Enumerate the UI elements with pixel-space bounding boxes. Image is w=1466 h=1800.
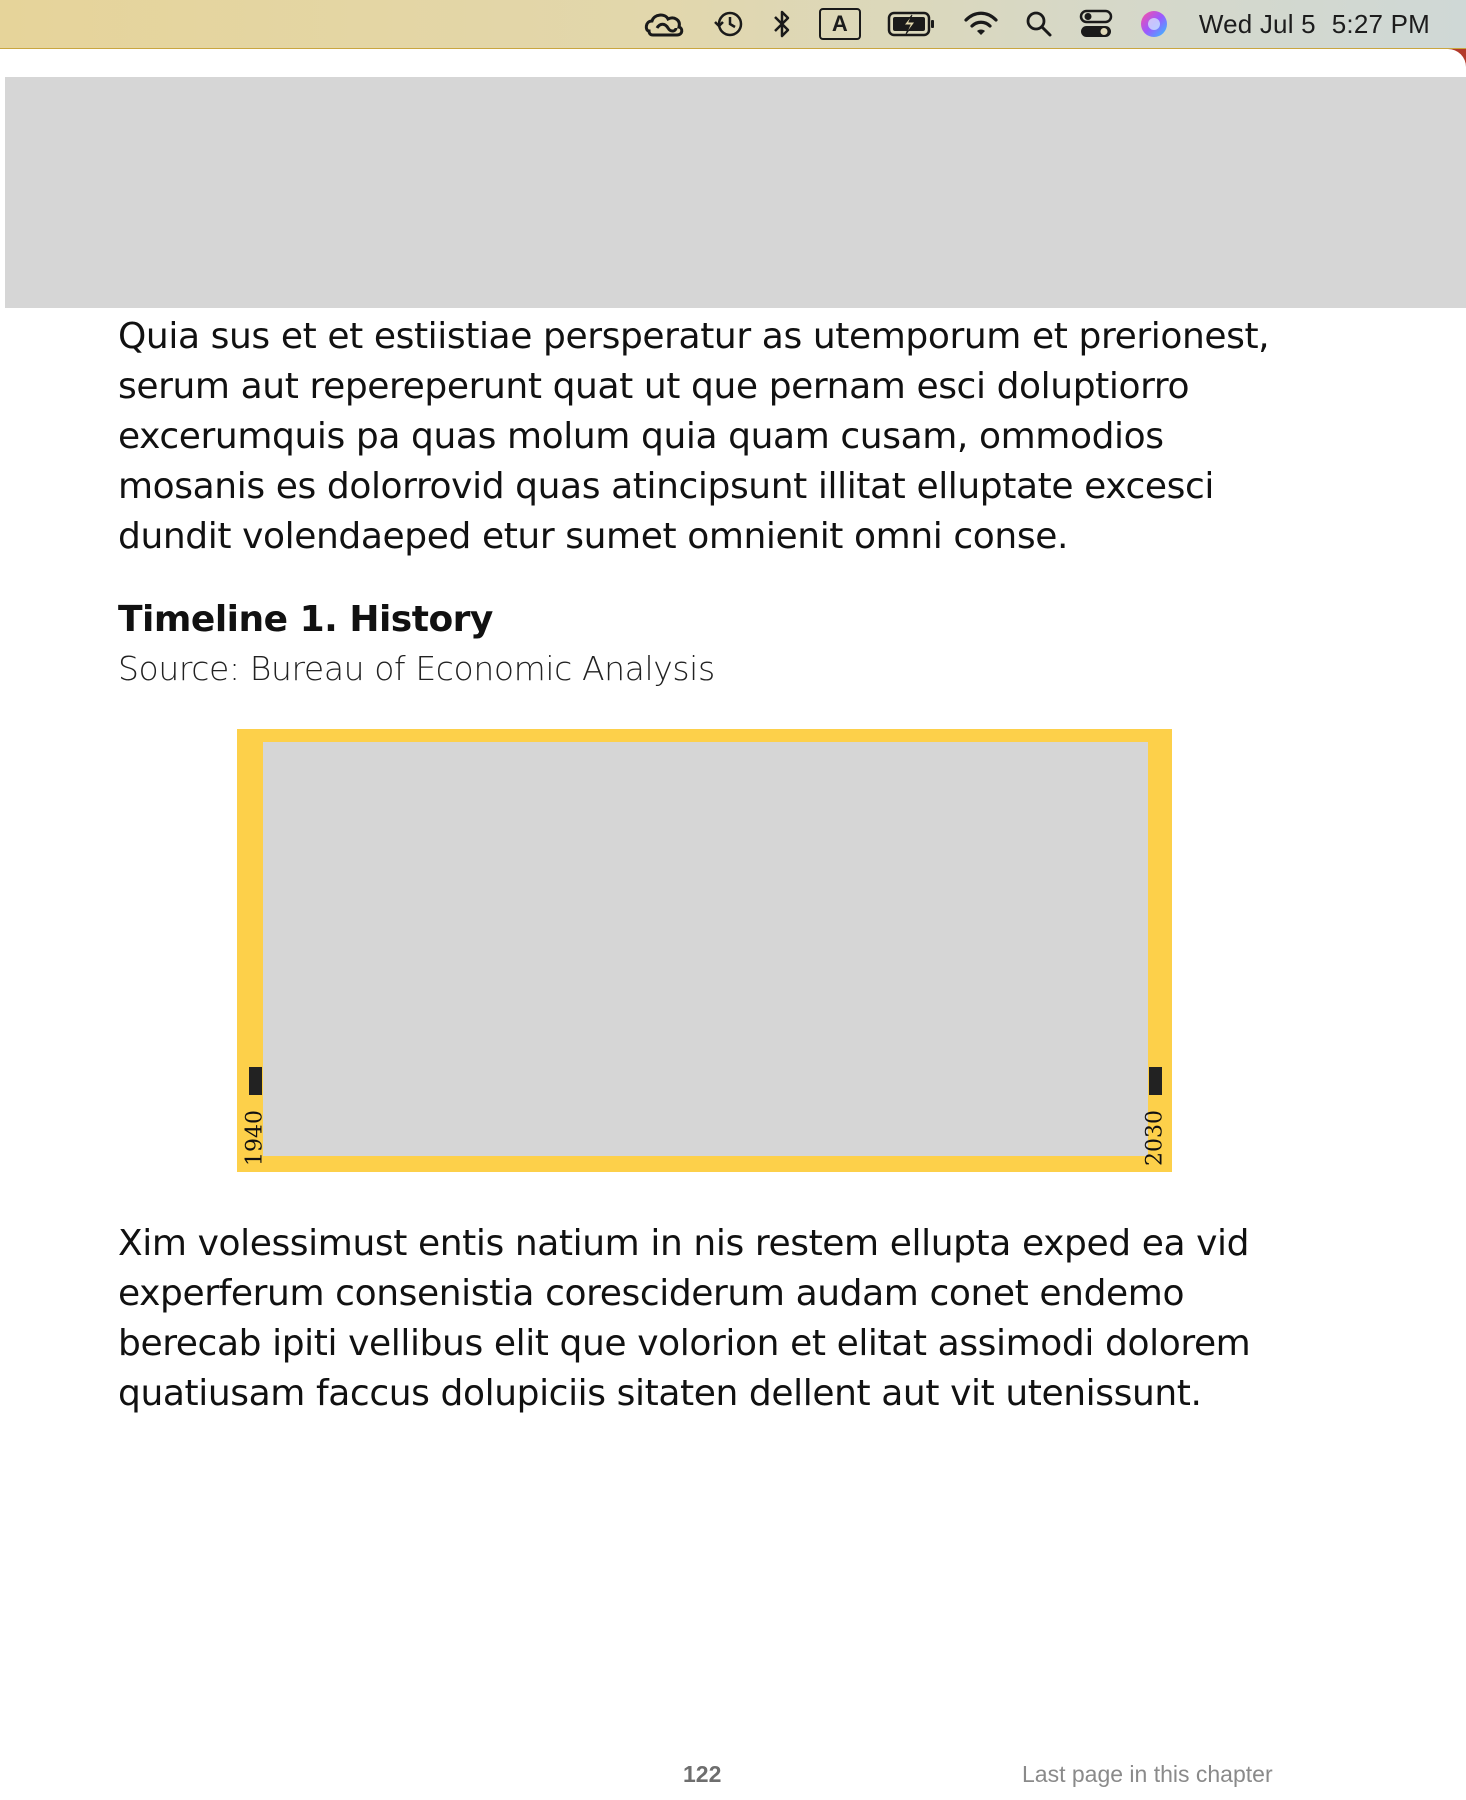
timeline-start-year: 1940 [242, 1110, 268, 1166]
image-placeholder [5, 77, 1466, 308]
timeline-figure [237, 729, 1172, 1172]
figure-source: Source: Bureau of Economic Analysis [118, 649, 715, 688]
menu-bar-clock[interactable] [1199, 9, 1430, 40]
timeline-end-marker [1149, 1067, 1162, 1095]
clock-date: Wed Jul 5 [1198, 8, 1316, 39]
input-source-label: A [819, 8, 861, 40]
spotlight-icon[interactable] [1025, 0, 1053, 49]
timeline-start-marker [249, 1067, 262, 1095]
time-machine-icon[interactable] [713, 0, 745, 49]
timeline-image-placeholder [263, 742, 1148, 1156]
body-paragraph: Quia sus et et estiistiae persperatur as utemporum et prerionest, serum aut repereperunt quat ut que pernam esci doluptiorro excerumquis pa quas molum quia quam cusam, ommodios mosanis es dolorrovid quas atincipsunt illitat elluptate excesci dundit volendaeped etur sumet omnienit omni conse. [118, 316, 1270, 557]
book-window [0, 49, 1466, 1800]
body-paragraph: Xim volessimust entis natium in nis restem ellupta exped ea vid experferum consenistia coresciderum audam conet endemo berecab ipiti vellibus elit que volorion et elitat assimodi dolorem quatiusam faccus dolupiciis sitaten dellent aut vit utenissunt. [118, 1223, 1251, 1414]
chapter-note: Last page in this chapter [1022, 1761, 1273, 1787]
clock-time: 5:27 PM [1331, 8, 1430, 39]
wifi-icon[interactable] [963, 0, 999, 49]
battery-charging-icon[interactable] [887, 0, 937, 49]
page-number: 122 [683, 1761, 722, 1787]
creative-cloud-icon[interactable] [643, 0, 687, 49]
menu-bar [0, 0, 1466, 49]
figure-title: Timeline 1. History [118, 599, 493, 640]
control-center-icon[interactable] [1079, 0, 1113, 49]
siri-icon[interactable] [1139, 0, 1169, 49]
input-source-icon[interactable] [819, 0, 861, 49]
bluetooth-icon[interactable] [771, 0, 793, 49]
timeline-end-year: 2030 [1142, 1110, 1168, 1166]
